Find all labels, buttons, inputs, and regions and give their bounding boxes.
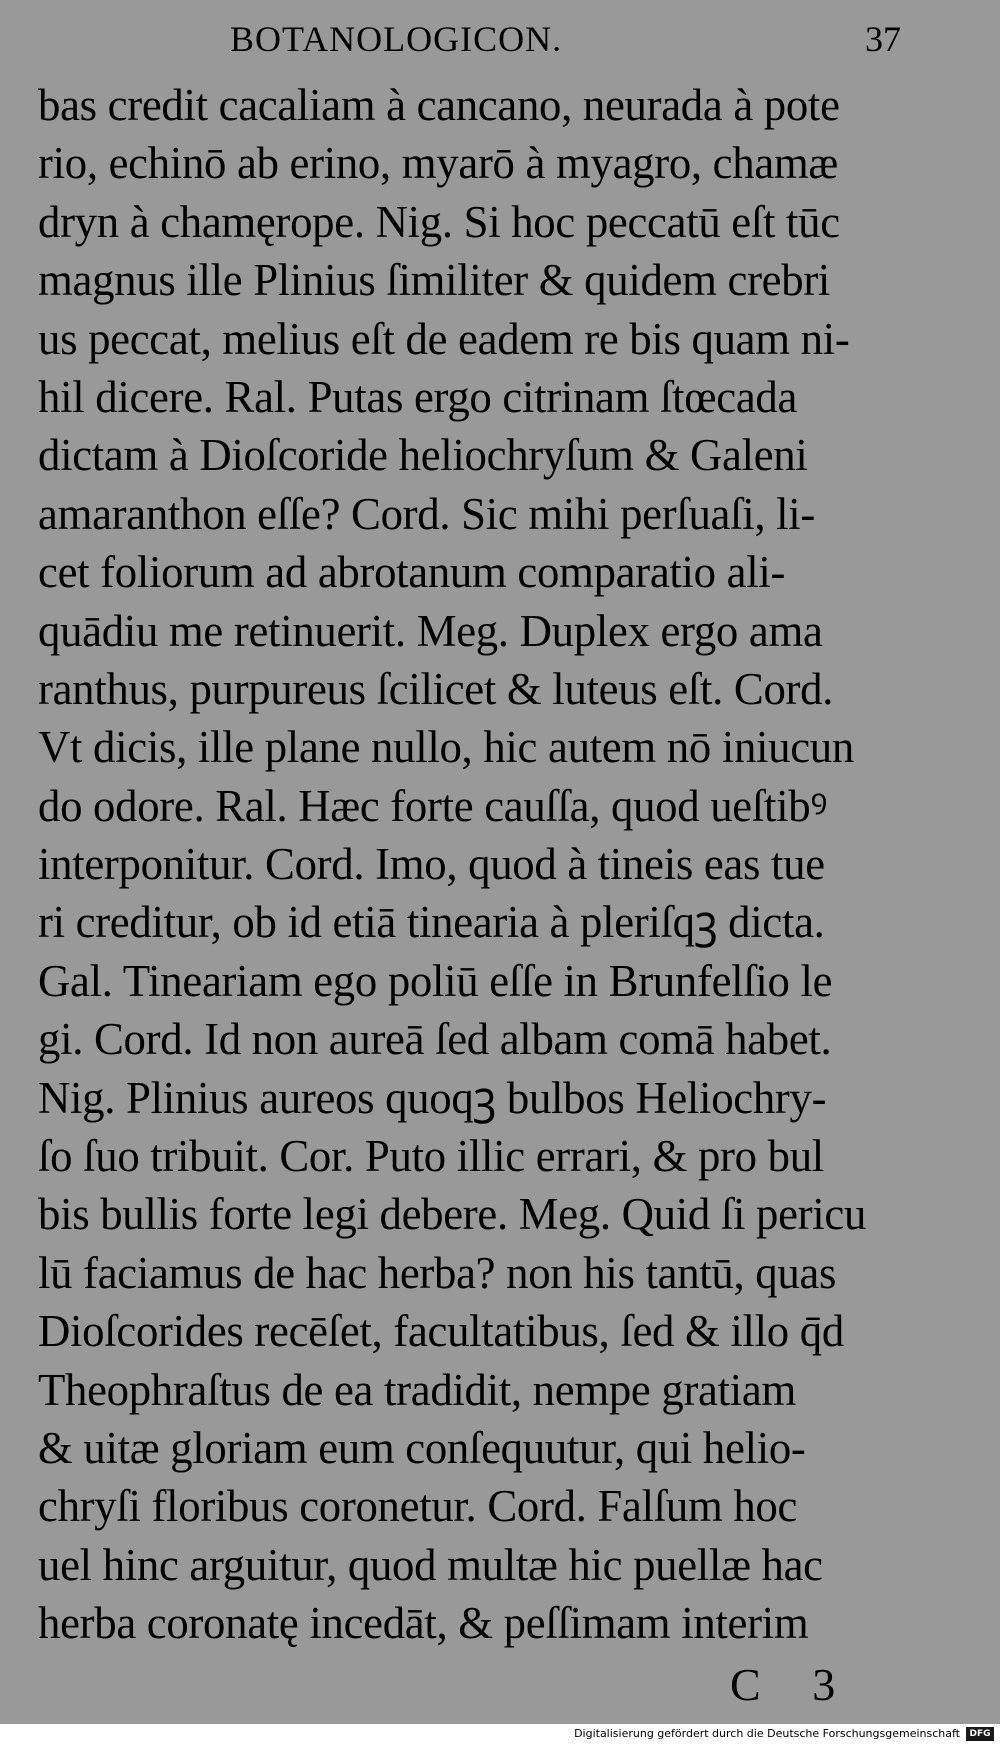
text-line: ſo ſuo tribuit. Cor. Puto illic errari, & pro bul xyxy=(38,1131,824,1182)
body-text xyxy=(38,76,958,1653)
text-line: ri creditur, ob id etiā tinearia à pleriſqꝫ dicta. xyxy=(38,897,825,948)
digitization-footer xyxy=(0,1724,1000,1745)
text-line: hil dicere. Ral. Putas ergo citrinam ſtœcada xyxy=(38,371,798,422)
footer-credit: Digitalisierung gefördert durch die Deutsche Forschungsgemeinschaft xyxy=(574,1727,960,1740)
text-line: amaranthon eſſe? Cord. Sic mihi perſuaſi, li- xyxy=(38,488,816,539)
text-line: lū faciamus de hac herba? non his tantū, quas xyxy=(38,1247,837,1298)
text-line: dictam à Dioſcoride heliochryſum & Galeni xyxy=(38,430,808,481)
text-line: chryſi floribus coronetur. Cord. Falſum hoc xyxy=(38,1481,798,1532)
text-line: Gal. Tineariam ego poliū eſſe in Brunfelſio le xyxy=(38,955,833,1006)
text-line: Nig. Plinius aureos quoqꝫ bulbos Heliochry- xyxy=(38,1072,827,1123)
text-line: do odore. Ral. Hæc forte cauſſa, quod ueſtibꝰ xyxy=(38,780,828,831)
text-line: uel hinc arguitur, quod multæ hic puellæ hac xyxy=(38,1539,823,1590)
text-line: ranthus, purpureus ſcilicet & luteus eſt. Cord. xyxy=(38,663,834,714)
text-line: gi. Cord. Id non aureā ſed albam comā habet. xyxy=(38,1014,832,1065)
text-line: us peccat, melius eſt de eadem re bis quam ni- xyxy=(38,313,850,364)
text-line: rio, echinō ab erino, myarō à myagro, chamæ xyxy=(38,138,838,189)
text-line: quādiu me retinuerit. Meg. Duplex ergo ama xyxy=(38,605,823,656)
text-line: magnus ille Plinius ſimiliter & quidem crebri xyxy=(38,255,831,306)
text-line: & uitæ gloriam eum conſequutur, qui helio- xyxy=(38,1422,806,1473)
text-line: bis bullis forte legi debere. Meg. Quid ſi pericu xyxy=(38,1189,867,1240)
dfg-logo: DFG xyxy=(966,1727,994,1741)
text-line: Theophraſtus de ea tradidit, nempe gratiam xyxy=(38,1364,796,1415)
text-line: dryn à chamęrope. Nig. Si hoc peccatū eſt tūc xyxy=(38,196,840,247)
text-line: Vt dicis, ille plane nullo, hic autem nō iniucun xyxy=(38,722,854,773)
text-line: bas credit cacaliam à cancano, neurada à pote xyxy=(38,80,840,130)
text-line: Dioſcorides recēſet, facultatibus, ſed & illo q̄d xyxy=(38,1306,844,1357)
text-line: herba coronatę incedāt, & peſſimam interim xyxy=(38,1598,809,1649)
text-line: interponitur. Cord. Imo, quod à tineis eas tue xyxy=(38,839,825,890)
text-line: cet foliorum ad abrotanum comparatio ali- xyxy=(38,547,786,598)
signature-number: 3 xyxy=(812,1659,836,1710)
signature-line xyxy=(730,1658,835,1711)
page-number: 37 xyxy=(865,19,901,59)
running-head xyxy=(0,18,1000,68)
running-head-title: BOTANOLOGICON. xyxy=(230,19,563,59)
signature-mark: C xyxy=(730,1659,761,1710)
